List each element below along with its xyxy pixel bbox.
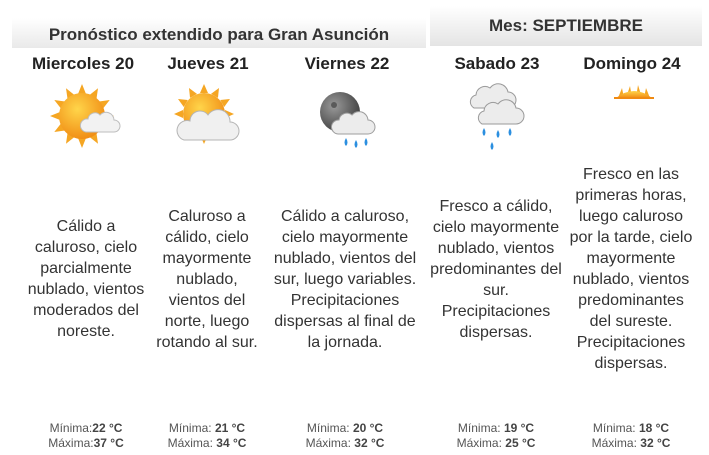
day-description: Cálido a caluroso, cielo parcialmente nublado, vientos moderados del noreste.	[27, 218, 145, 340]
max-label: Máxima:	[456, 436, 502, 450]
partly-cloudy-sun-icon	[46, 82, 122, 150]
night-cloud-rain-icon	[316, 88, 378, 154]
min-label: Mínima:	[592, 421, 636, 435]
max-temp: 32 °C	[354, 436, 385, 450]
month-header	[430, 6, 702, 46]
max-temp: 25 °C	[505, 436, 536, 450]
max-temp: 34 °C	[216, 436, 247, 450]
day-column-2	[276, 54, 418, 74]
day-description: Cálido a caluroso, cielo mayormente nublado, vientos del sur, luego variables. Precipitaciones dispersas al final de la jornada.	[273, 208, 417, 351]
min-temp: 19 °C	[503, 421, 535, 435]
min-temp: 18 °C	[638, 421, 670, 435]
day-description: Fresco en las primeras horas, luego caluroso por la tarde, cielo mayormente nublado, vientos predominantes del sureste. Precipitaciones dispersas.	[569, 166, 693, 372]
day-column-3	[432, 54, 562, 74]
day-temperatures	[22, 421, 150, 451]
max-label: Máxima:	[167, 436, 213, 450]
mostly-cloudy-sun-icon	[170, 82, 246, 150]
min-label: Mínima:	[168, 421, 212, 435]
min-label: Mínima:	[49, 421, 93, 435]
day-temperatures	[150, 421, 264, 451]
max-temp: 32 °C	[640, 436, 671, 450]
cloud-rain-icon	[468, 82, 526, 156]
sunrise-icon	[612, 84, 656, 100]
day-description: Fresco a cálido, cielo mayormente nublado, vientos predominantes del sur. Precipitaciones dispersas.	[430, 198, 562, 341]
forecast-title: Pronóstico extendido para Gran Asunción	[48, 25, 390, 44]
day-temperatures	[428, 421, 564, 451]
min-temp: 21 °C	[214, 421, 246, 435]
max-temp: 37 °C	[93, 436, 124, 450]
day-name: Sabado 23	[454, 54, 540, 73]
max-label: Máxima:	[591, 436, 637, 450]
day-name: Viernes 22	[304, 54, 390, 73]
max-label: Máxima:	[305, 436, 351, 450]
max-label: Máxima:	[48, 436, 94, 450]
day-column-1	[150, 54, 266, 74]
day-name: Domingo 24	[583, 54, 681, 73]
day-temperatures	[270, 421, 420, 451]
day-temperatures	[566, 421, 696, 451]
min-temp: 20 °C	[352, 421, 384, 435]
min-label: Mínima:	[457, 421, 501, 435]
day-name: Miercoles 20	[31, 54, 135, 73]
day-column-4	[568, 54, 696, 74]
min-label: Mínima:	[306, 421, 350, 435]
forecast-header	[12, 18, 426, 48]
month-title: Mes: SEPTIEMBRE	[489, 16, 643, 35]
min-temp: 22 °C	[92, 421, 123, 435]
day-column-0	[22, 54, 144, 74]
day-name: Jueves 21	[167, 54, 249, 73]
day-description: Caluroso a cálido, cielo mayormente nublado, vientos del norte, luego rotando al sur.	[156, 208, 258, 351]
